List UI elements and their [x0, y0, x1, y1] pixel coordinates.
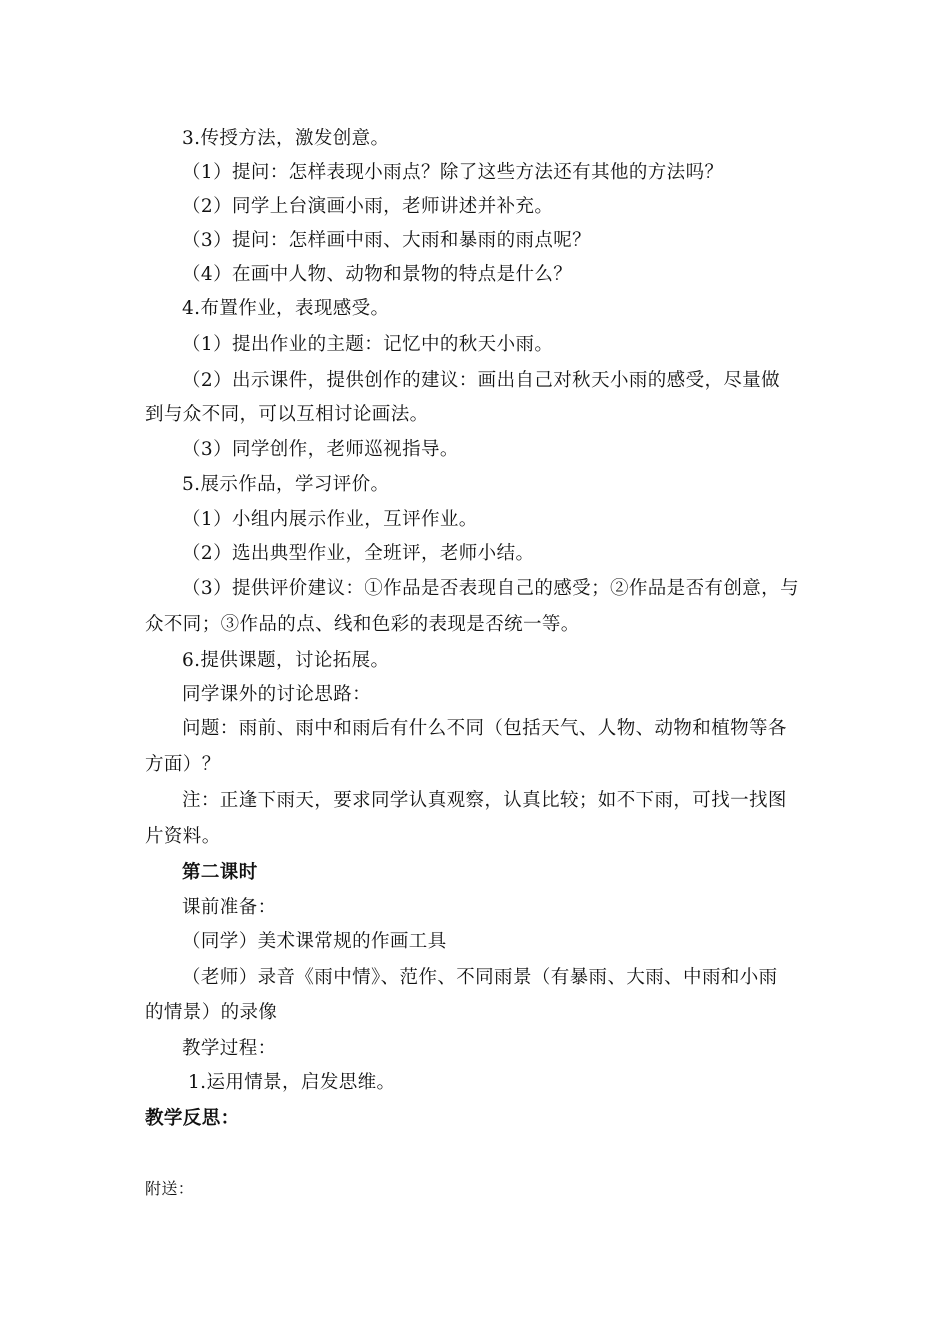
appendix-label: 附送： — [145, 1179, 195, 1198]
step-4-heading: 4.布置作业，表现感受。 — [182, 298, 390, 319]
discussion-question-cont: 方面）？ — [145, 754, 221, 775]
step-3-item-2: （2）同学上台演画小雨，老师讲述并补充。 — [182, 196, 554, 217]
discussion-note: 注：正逢下雨天，要求同学认真观察，认真比较；如不下雨，可找一找图 — [182, 790, 787, 811]
step-6-heading: 6.提供课题，讨论拓展。 — [182, 650, 390, 671]
prep-teacher: （老师）录音《雨中情》、范作、不同雨景（有暴雨、大雨、中雨和小雨 — [182, 967, 778, 988]
step-3-item-3: （3）提问：怎样画中雨、大雨和暴雨的雨点呢？ — [182, 230, 592, 251]
discussion-note-cont: 片资料。 — [145, 826, 221, 847]
step-5-heading: 5.展示作品，学习评价。 — [182, 474, 390, 495]
step-4-item-2-cont: 到与众不同，可以互相讨论画法。 — [145, 404, 429, 425]
step-4-item-2: （2）出示课件，提供创作的建议：画出自己对秋天小雨的感受，尽量做 — [182, 370, 781, 391]
step-5-item-3: （3）提供评价建议：①作品是否表现自己的感受；②作品是否有创意，与 — [182, 578, 799, 599]
step-4-item-3: （3）同学创作，老师巡视指导。 — [182, 439, 459, 460]
prep-teacher-cont: 的情景）的录像 — [145, 1002, 278, 1023]
process-step-1: 1.运用情景，启发思维。 — [188, 1072, 396, 1093]
process-heading: 教学过程： — [182, 1038, 277, 1059]
discussion-intro: 同学课外的讨论思路： — [182, 684, 372, 705]
step-3-item-1: （1）提问：怎样表现小雨点？除了这些方法还有其他的方法吗？ — [182, 162, 724, 183]
prep-students: （同学）美术课常规的作画工具 — [182, 931, 447, 952]
section-heading-second-lesson: 第二课时 — [182, 862, 258, 883]
step-5-item-2: （2）选出典型作业，全班评，老师小结。 — [182, 543, 535, 564]
step-5-item-3-cont: 众不同；③作品的点、线和色彩的表现是否统一等。 — [145, 614, 580, 635]
discussion-question: 问题：雨前、雨中和雨后有什么不同（包括天气、人物、动物和植物等各 — [182, 718, 787, 739]
step-3-item-4: （4）在画中人物、动物和景物的特点是什么？ — [182, 264, 573, 285]
reflection-heading: 教学反思： — [145, 1108, 240, 1129]
step-5-item-1: （1）小组内展示作业，互评作业。 — [182, 509, 478, 530]
prep-heading: 课前准备： — [182, 897, 277, 918]
step-3-heading: 3.传授方法，激发创意。 — [182, 128, 390, 149]
step-4-item-1: （1）提出作业的主题：记忆中的秋天小雨。 — [182, 334, 554, 355]
